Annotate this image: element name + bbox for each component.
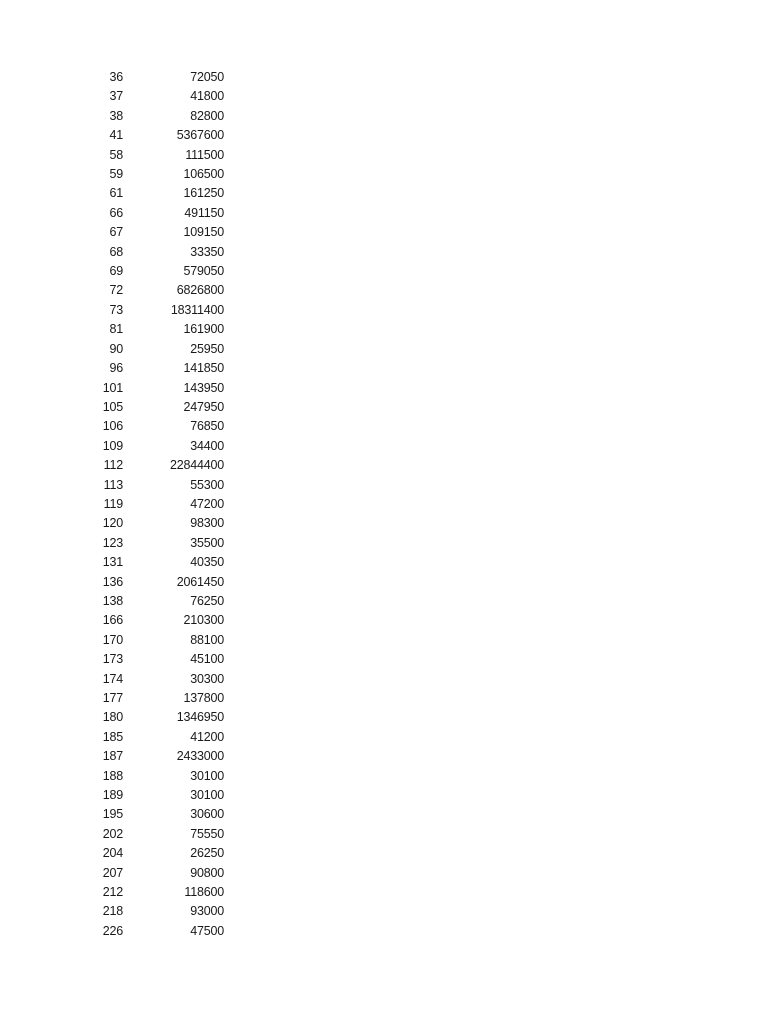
row-id-cell: 166 (102, 613, 123, 628)
table-row (0, 107, 768, 126)
row-value-cell: 35500 (190, 535, 224, 550)
row-value-cell: 75550 (190, 826, 224, 841)
table-row (0, 87, 768, 106)
row-value-cell: 2433000 (176, 749, 224, 764)
table-row (0, 514, 768, 533)
row-value-cell: 55300 (190, 477, 224, 492)
table-row (0, 476, 768, 495)
row-value-cell: 30600 (190, 807, 224, 822)
row-id-cell: 69 (109, 264, 123, 279)
table-row (0, 437, 768, 456)
row-value-cell: 579050 (183, 264, 224, 279)
table-row (0, 670, 768, 689)
row-value-cell: 143950 (183, 380, 224, 395)
row-value-cell: 30100 (190, 788, 224, 803)
row-id-cell: 101 (102, 380, 123, 395)
row-value-cell: 26250 (190, 846, 224, 861)
table-row (0, 592, 768, 611)
table-row (0, 398, 768, 417)
row-value-cell: 2061450 (176, 574, 224, 589)
row-id-cell: 68 (109, 244, 123, 259)
row-id-cell: 41 (109, 128, 123, 143)
row-id-cell: 212 (102, 885, 123, 900)
row-value-cell: 93000 (190, 904, 224, 919)
table-row (0, 243, 768, 262)
table-row (0, 301, 768, 320)
table-row (0, 262, 768, 281)
row-value-cell: 41800 (190, 89, 224, 104)
row-value-cell: 41200 (190, 729, 224, 744)
row-id-cell: 123 (102, 535, 123, 550)
table-row (0, 689, 768, 708)
table-row (0, 883, 768, 902)
row-id-cell: 195 (102, 807, 123, 822)
row-id-cell: 90 (109, 341, 123, 356)
row-value-cell: 118600 (184, 885, 224, 900)
row-value-cell: 25950 (190, 341, 224, 356)
row-value-cell: 161900 (183, 322, 224, 337)
table-row (0, 553, 768, 572)
table-row (0, 864, 768, 883)
table-row (0, 379, 768, 398)
table-row (0, 204, 768, 223)
row-value-cell: 98300 (190, 516, 224, 531)
row-id-cell: 37 (109, 89, 123, 104)
table-row (0, 611, 768, 630)
row-value-cell: 33350 (190, 244, 224, 259)
row-id-cell: 109 (102, 438, 123, 453)
row-value-cell: 247950 (183, 399, 224, 414)
row-value-cell: 76850 (190, 419, 224, 434)
row-id-cell: 66 (109, 205, 123, 220)
table-row (0, 902, 768, 921)
row-id-cell: 67 (109, 225, 123, 240)
row-value-cell: 137800 (183, 691, 224, 705)
table-row (0, 146, 768, 165)
table-row (0, 728, 768, 747)
table-row (0, 223, 768, 242)
table-row (0, 825, 768, 844)
row-id-cell: 59 (109, 167, 123, 182)
row-id-cell: 96 (109, 361, 123, 376)
data-table (0, 68, 768, 941)
table-row (0, 456, 768, 475)
row-id-cell: 180 (102, 710, 123, 725)
row-id-cell: 174 (102, 671, 123, 686)
row-value-cell: 6826800 (176, 283, 224, 298)
row-value-cell: 491150 (184, 205, 224, 220)
row-id-cell: 105 (102, 399, 123, 414)
row-value-cell: 47200 (190, 496, 224, 511)
row-value-cell: 90800 (190, 865, 224, 880)
row-value-cell: 72050 (190, 70, 224, 84)
table-row (0, 320, 768, 339)
row-id-cell: 120 (102, 516, 123, 531)
table-row (0, 844, 768, 863)
table-row (0, 359, 768, 378)
row-id-cell: 226 (102, 923, 123, 938)
row-id-cell: 73 (109, 302, 123, 317)
row-id-cell: 38 (109, 108, 123, 123)
row-value-cell: 47500 (190, 923, 224, 938)
table-row (0, 650, 768, 669)
table-row (0, 417, 768, 436)
table-row (0, 340, 768, 359)
row-id-cell: 177 (102, 691, 123, 705)
row-id-cell: 173 (102, 652, 123, 667)
row-id-cell: 188 (102, 768, 123, 783)
row-id-cell: 170 (102, 632, 123, 647)
row-value-cell: 30300 (190, 671, 224, 686)
table-row (0, 708, 768, 727)
table-row (0, 68, 768, 87)
row-value-cell: 45100 (190, 652, 224, 667)
row-id-cell: 36 (109, 70, 123, 84)
row-id-cell: 58 (109, 147, 123, 162)
row-value-cell: 76250 (190, 593, 224, 608)
row-value-cell: 22844400 (169, 458, 224, 473)
row-value-cell: 40350 (190, 555, 224, 570)
row-id-cell: 218 (102, 904, 123, 919)
row-value-cell: 109150 (183, 225, 224, 240)
row-id-cell: 204 (102, 846, 123, 861)
row-value-cell: 88100 (190, 632, 224, 647)
row-id-cell: 119 (103, 496, 123, 511)
row-id-cell: 72 (109, 283, 123, 298)
table-row (0, 165, 768, 184)
row-value-cell: 141850 (183, 361, 224, 376)
row-id-cell: 131 (102, 555, 123, 570)
row-id-cell: 81 (109, 322, 123, 337)
row-value-cell: 18311400 (170, 302, 224, 317)
row-id-cell: 106 (102, 419, 123, 434)
table-row (0, 805, 768, 824)
table-row (0, 922, 768, 941)
row-value-cell: 161250 (183, 186, 224, 201)
row-value-cell: 106500 (183, 167, 224, 182)
row-id-cell: 187 (102, 749, 123, 764)
row-value-cell: 5367600 (176, 128, 224, 143)
row-id-cell: 202 (102, 826, 123, 841)
table-row (0, 747, 768, 766)
row-id-cell: 185 (102, 729, 123, 744)
row-id-cell: 138 (102, 593, 123, 608)
row-value-cell: 82800 (190, 108, 224, 123)
row-id-cell: 112 (103, 458, 123, 473)
row-value-cell: 34400 (190, 438, 224, 453)
row-value-cell: 111500 (185, 147, 224, 162)
row-id-cell: 61 (109, 186, 123, 201)
table-row (0, 631, 768, 650)
row-id-cell: 189 (102, 788, 123, 803)
row-id-cell: 207 (102, 865, 123, 880)
table-row (0, 786, 768, 805)
table-row (0, 573, 768, 592)
row-id-cell: 113 (103, 477, 123, 492)
table-row (0, 534, 768, 553)
table-row (0, 126, 768, 145)
row-value-cell: 1346950 (176, 710, 224, 725)
row-value-cell: 30100 (190, 768, 224, 783)
row-id-cell: 136 (102, 574, 123, 589)
table-row (0, 281, 768, 300)
table-row (0, 767, 768, 786)
row-value-cell: 210300 (183, 613, 224, 628)
table-row (0, 495, 768, 514)
table-row (0, 184, 768, 203)
